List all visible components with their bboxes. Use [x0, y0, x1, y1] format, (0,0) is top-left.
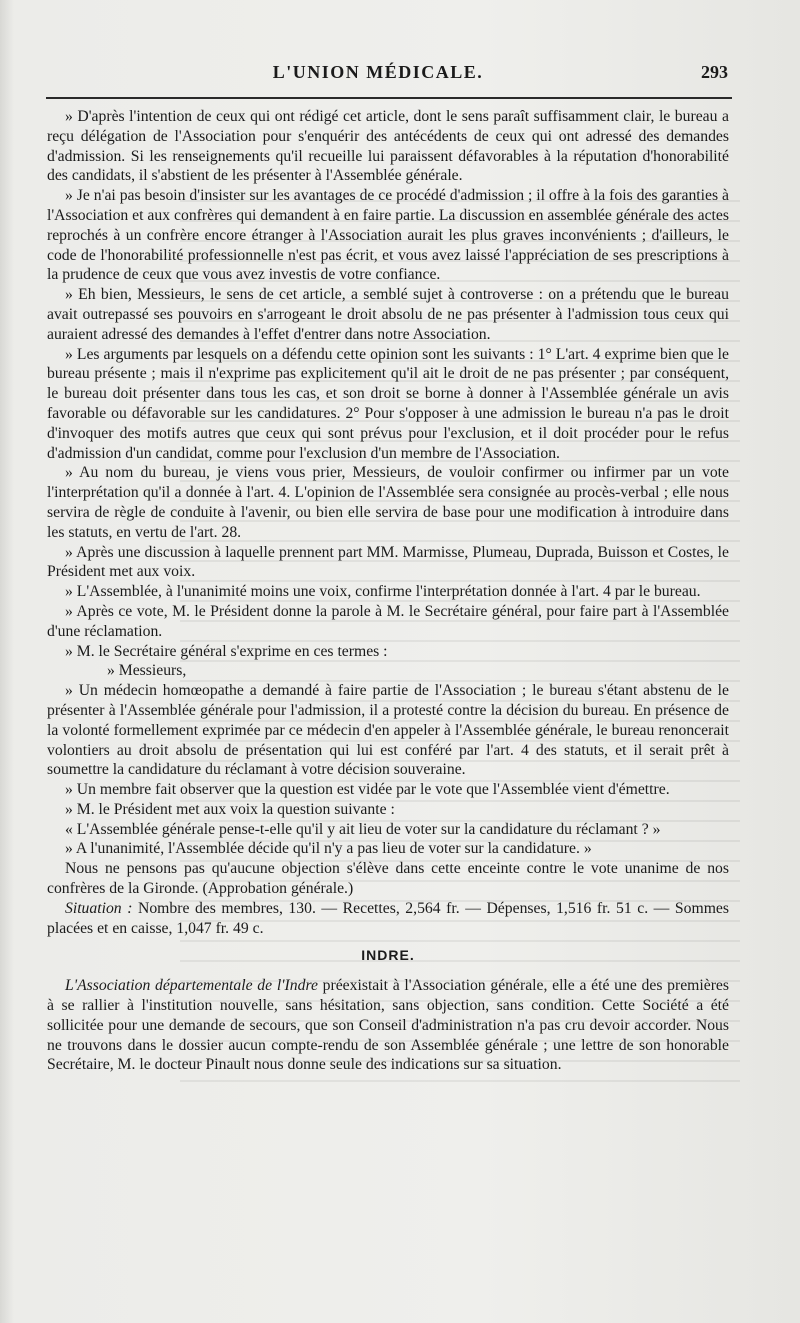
paragraph: » Eh bien, Messieurs, le sens de cet article, a semblé sujet à controverse : on a prétendu que le bureau avait outrepassé ses pouvoirs en s'arrogeant le droit absolu de ne pas présenter à l'admission tous ceux qui auraient adressé des demandes à l'effet d'entrer dans notre Association.: [47, 286, 729, 343]
paragraph: » Au nom du bureau, je viens vous prier, Messieurs, de vouloir confirmer ou infirmer par un vote l'interprétation qu'il a donnée à l'art. 4. L'opinion de l'Assemblée sera consignée au procès-verbal ; elle nous servira de règle de conduite à l'avenir, ou bien elle servira de base pour une modification à introduire dans les statuts, en vertu de l'art. 28.: [47, 464, 729, 541]
paragraph: » L'Assemblée, à l'unanimité moins une voix, confirme l'interprétation donnée à l'art. 4 par le bureau.: [65, 583, 701, 601]
paragraph: » Un médecin homœopathe a demandé à faire partie de l'Association ; le bureau s'étant abstenu de le présenter à l'Assemblée générale pour l'admission, il a protesté contre la décision du bureau. En présence de la volonté formellement exprimée par ce médecin d'en appeler à l'Assemblée générale, le bureau renoncerait volontiers au droit absolu de présentation qui lui est conféré par l'art. 4 des statuts, et il serait prêt à soumettre la candidature du réclamant à votre décision souveraine.: [47, 682, 729, 779]
situation-label: Situation :: [65, 899, 133, 917]
page-header: [48, 62, 728, 88]
section-title: INDRE.: [361, 947, 415, 964]
page-number: 293: [701, 62, 728, 82]
paragraph: » M. le Secrétaire général s'exprime en ces termes :: [65, 642, 388, 660]
paragraph: » Après une discussion à laquelle prennent part MM. Marmisse, Plumeau, Duprada, Buisson et Costes, le Président met aux voix.: [47, 543, 729, 581]
paragraph: » Après ce vote, M. le Président donne la parole à M. le Secrétaire général, pour faire part à l'Assemblée d'une réclamation.: [47, 602, 729, 640]
situation-paragraph: [47, 899, 729, 939]
paragraph: Nous ne pensons pas qu'aucune objection s'élève dans cette enceinte contre le vote unanime de nos confrères de la Gironde. (Approbation générale.): [47, 860, 729, 898]
paragraph: » Un membre fait observer que la question est vidée par le vote que l'Assemblée vient d'émettre.: [65, 781, 670, 799]
paragraph: » D'après l'intention de ceux qui ont rédigé cet article, dont le sens paraît suffisamment clair, le bureau a reçu délégation de l'Association pour s'enquérir des antécédents de ceux qui ont adressé des demandes d'admission. Si les renseignements qu'il recueille lui paraissent défavorables à la réputation d'honorabilité des candidats, il s'abstient de les présenter à l'Assemblée générale.: [47, 108, 729, 185]
paragraph: » Les arguments par lesquels on a défendu cette opinion sont les suivants : 1° L'art. 4 exprime bien que le bureau présente ; mais il n'exprime pas explicitement qu'il ait le droit de ne pas présenter ; par conséquent, le bureau doit présenter dans tous les cas, et son droit se borne à donner à l'Assemblée générale un avis favorable ou défavorable sur les candidatures. 2° Pour s'opposer à une admission le bureau n'a pas le droit d'invoquer des motifs autres que ceux qui sont prévus pour l'exclusion, et il doit procéder pour le refus d'admission d'un candidat, comme pour l'exclusion d'un membre de l'Association.: [47, 345, 729, 462]
body-text: [47, 107, 729, 1075]
running-title: L'UNION MÉDICALE.: [272, 62, 484, 82]
indre-text: préexistait à l'Association générale, elle a été une des premières à se rallier à l'institution nouvelle, sans hésitation, sans objection, sans condition. Cette Société a été sollicitée pour une demande de secours, que son Conseil d'administration n'a pas cru devoir accorder. Nous ne trouvons dans le dossier aucun compte-rendu de son Assemblée générale ; une lettre de son honorable Secrétaire, M. le docteur Pinault nous donne seule des indications sur sa situation.: [47, 977, 729, 1074]
situation-text: Nombre des membres, 130. — Recettes, 2,564 fr. — Dépenses, 1,516 fr. 51 c. — Sommes placées et en caisse, 1,047 fr. 49 c.: [47, 899, 729, 937]
paragraph: « L'Assemblée générale pense-t-elle qu'il y ait lieu de voter sur la candidature du réclamant ? »: [65, 820, 661, 838]
header-rule: [46, 97, 732, 99]
salutation: » Messieurs,: [107, 662, 187, 680]
paragraph: » Je n'ai pas besoin d'insister sur les avantages de ce procédé d'admission ; il offre à la fois des garanties à l'Association et aux confrères qui demandent à en faire partie. La discussion en assemblée générale des actes reprochés à un confrère encore étranger à l'Association aurait les plus graves inconvénients ; d'ailleurs, le code de l'honorabilité professionnelle n'est pas écrit, et vous avez laissé l'appréciation de ses prescriptions à la prudence de ceux que vous avez investis de votre confiance.: [47, 187, 729, 284]
paragraph: » A l'unanimité, l'Assemblée décide qu'il n'y a pas lieu de voter sur la candidature. »: [65, 840, 592, 858]
indre-intro: L'Association départementale de l'Indre: [65, 977, 318, 995]
indre-paragraph: [47, 976, 729, 1075]
paragraph: » M. le Président met aux voix la question suivante :: [65, 800, 395, 818]
